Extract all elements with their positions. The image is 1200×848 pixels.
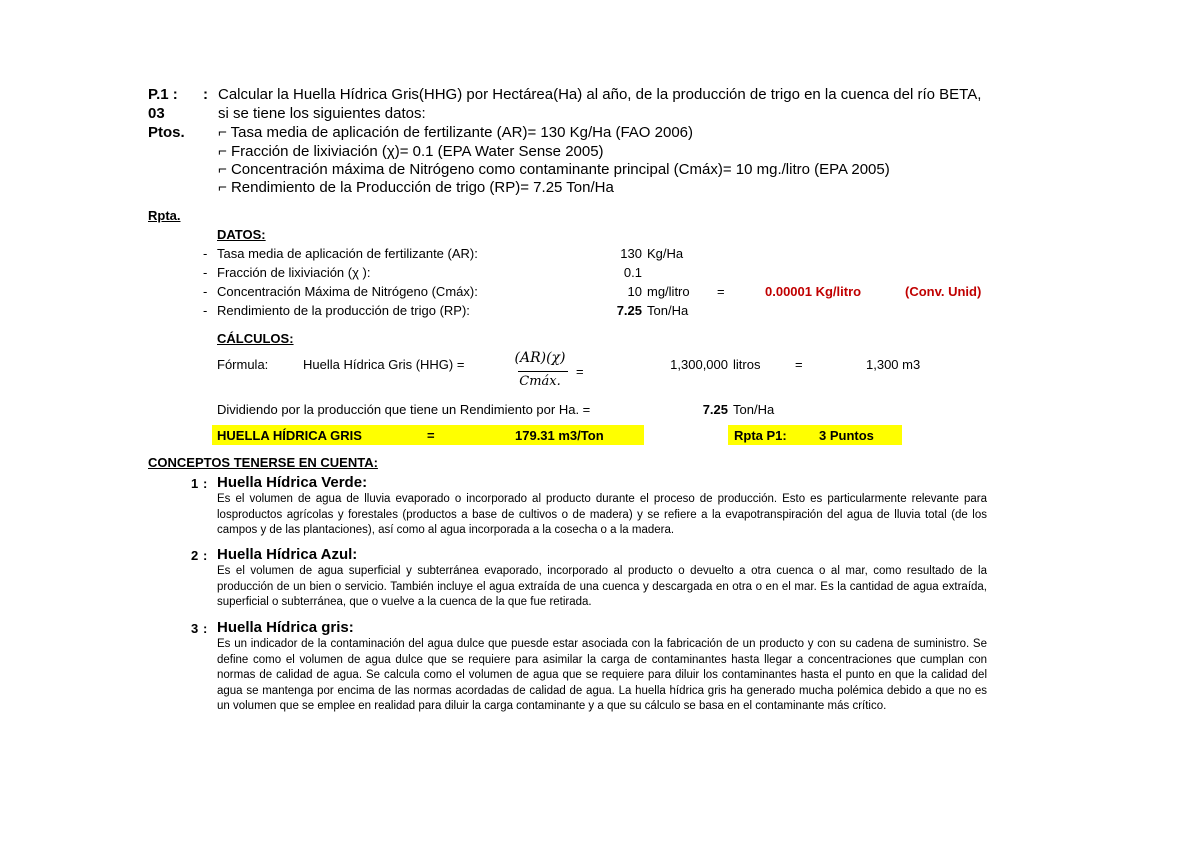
concept-text-azul: Es el volumen de agua superficial y subterránea evaporado, incorporado al producto o devuelto a otra cuenca o al mar, como resultado de la producción de un bien o servicio. También incluye el agua extraída de una cuenca y descargada en otra o en el mar. Es la cantidad de agua extraída, superficial o subterránea, que o vuelve a la cuenca de la que fue retirada. bbox=[217, 565, 987, 608]
formula-equals: = bbox=[576, 364, 584, 379]
concept-title-verde: Huella Hídrica Verde: bbox=[217, 474, 368, 491]
concept-title-azul: Huella Hídrica Azul: bbox=[217, 546, 358, 563]
problem-colon: : bbox=[203, 86, 208, 103]
rpta-p1-label: Rpta P1: bbox=[734, 428, 787, 443]
datos-unit-rp: Ton/Ha bbox=[647, 303, 689, 318]
datos-dash: - bbox=[203, 265, 208, 280]
concept-number: 3 bbox=[191, 621, 199, 636]
dividiendo-text: Dividiendo por la producción que tiene un Rendimiento por Ha. = bbox=[217, 402, 591, 417]
rpta-label: Rpta. bbox=[148, 208, 181, 223]
problem-bullet bbox=[218, 143, 604, 160]
bullet-icon: ⌐ bbox=[218, 161, 227, 178]
formula-denominator: Cmáx. bbox=[519, 374, 561, 389]
datos-label-chi: Fracción de lixiviación (χ ): bbox=[217, 265, 371, 280]
conv-equals: = bbox=[717, 284, 725, 299]
bullet-text: Tasa media de aplicación de fertilizante (AR)= 130 Kg/Ha (FAO 2006) bbox=[230, 124, 693, 141]
problem-statement-line1: Calcular la Huella Hídrica Gris(HHG) por Hectárea(Ha) al año, de la producción de trigo en la cuenca del río BETA, bbox=[218, 86, 982, 103]
final-equals: = bbox=[427, 428, 435, 443]
bullet-text: Fracción de lixiviación (χ)= 0.1 (EPA Water Sense 2005) bbox=[230, 143, 604, 160]
datos-title: DATOS: bbox=[217, 227, 266, 242]
datos-value-rp: 7.25 bbox=[616, 303, 642, 318]
datos-label-ar: Tasa media de aplicación de fertilizante (AR): bbox=[217, 246, 478, 261]
formula-label: Fórmula: bbox=[217, 357, 269, 372]
calculos-title: CÁLCULOS: bbox=[217, 331, 294, 346]
result-m3: 1,300 m3 bbox=[866, 357, 921, 372]
datos-dash: - bbox=[203, 284, 208, 299]
datos-dash: - bbox=[203, 246, 208, 261]
bullet-icon: ⌐ bbox=[218, 143, 227, 160]
formula-fraction-bar bbox=[518, 371, 568, 372]
result-equals: = bbox=[795, 357, 803, 372]
unit-litros: litros bbox=[733, 357, 761, 372]
concept-colon: : bbox=[203, 621, 208, 636]
bullet-text: Concentración máxima de Nitrógeno como contaminante principal (Cmáx)= 10 mg./litro (EPA 2005) bbox=[230, 161, 890, 178]
bullet-icon: ⌐ bbox=[218, 179, 227, 196]
datos-value-cmax: 10 bbox=[627, 284, 642, 299]
datos-unit-cmax: mg/litro bbox=[647, 284, 690, 299]
concept-colon: : bbox=[203, 548, 208, 563]
concept-text-verde: Es el volumen de agua de lluvia evaporado o incorporado al producto durante el proceso de producción. Esto es particularmente relevante para losproductos agrícolas y forestales (productos a base de cultivos o de madera) y se refiere a la evapotranspiración del agua de lluvia total (de los campos y de las plantaciones), así como al agua incorporada a la cosecha o a la madera. bbox=[217, 493, 987, 536]
dividiendo-unit: Ton/Ha bbox=[733, 402, 775, 417]
bullet-text: Rendimiento de la Producción de trigo (RP)= 7.25 Ton/Ha bbox=[230, 179, 614, 196]
bullet-icon: ⌐ bbox=[218, 124, 227, 141]
datos-unit-ar: Kg/Ha bbox=[647, 246, 684, 261]
dividiendo-value: 7.25 bbox=[702, 402, 728, 417]
concepts-title: CONCEPTOS TENERSE EN CUENTA: bbox=[148, 455, 378, 470]
problem-points-unit: Ptos. bbox=[148, 124, 185, 141]
datos-dash: - bbox=[203, 303, 208, 318]
concept-title-gris: Huella Hídrica gris: bbox=[217, 619, 354, 636]
result-litros: 1,300,000 bbox=[670, 357, 728, 372]
problem-bullet bbox=[218, 161, 890, 178]
final-label: HUELLA HÍDRICA GRIS bbox=[217, 428, 362, 443]
concept-text-gris: Es un indicador de la contaminación del agua dulce que puesde estar asociada con la fabricación de un producto y con su cadena de suministro. Se define como el volumen de agua dulce que se requiere para asimilar la carga de contaminantes hasta llegar a concentraciones que cumplan con normas de calidad de agua. Se calcula como el volumen de agua que se requiere para diluir los contaminantes hasta el punto en que la calidad del agua se mantenga por encima de las normas acordadas de calidad de agua. La huella hídrica gris ha generado mucha polémica debido a que no es un volumen que se emplee en realidad para diluir la carga contaminante y a que su cálculo se basa en el contaminante más crítico. bbox=[217, 638, 987, 712]
conv-note: (Conv. Unid) bbox=[905, 284, 982, 299]
final-value: 179.31 m3/Ton bbox=[515, 428, 604, 443]
problem-bullet bbox=[218, 124, 693, 141]
problem-label: P.1 : bbox=[148, 86, 178, 103]
conv-value: 0.00001 Kg/litro bbox=[765, 284, 862, 299]
formula-numerator: (AR)(χ) bbox=[514, 350, 566, 366]
datos-label-rp: Rendimiento de la producción de trigo (RP): bbox=[217, 303, 470, 318]
datos-value-chi: 0.1 bbox=[623, 265, 642, 280]
concept-number: 2 bbox=[191, 548, 199, 563]
formula-name: Huella Hídrica Gris (HHG) = bbox=[303, 357, 465, 372]
concept-number: 1 bbox=[191, 476, 199, 491]
problem-statement-line2: si se tiene los siguientes datos: bbox=[218, 105, 426, 122]
datos-label-cmax: Concentración Máxima de Nitrógeno (Cmáx): bbox=[217, 284, 478, 299]
problem-bullet bbox=[218, 179, 614, 196]
rpta-p1-value: 3 Puntos bbox=[819, 428, 874, 443]
datos-value-ar: 130 bbox=[620, 246, 642, 261]
problem-points: 03 bbox=[148, 105, 165, 122]
concept-colon: : bbox=[203, 476, 208, 491]
